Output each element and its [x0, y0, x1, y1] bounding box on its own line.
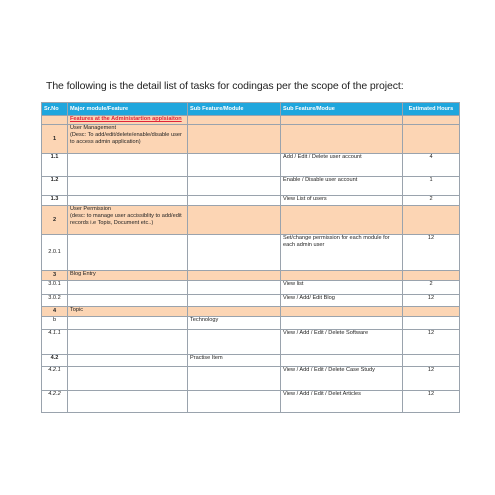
sub1-cell: Technology: [188, 317, 281, 330]
sr-cell: 2: [42, 206, 68, 235]
sub1-cell: [188, 391, 281, 413]
table-row: [42, 206, 460, 235]
sub1-cell: [188, 125, 281, 154]
table-header-row: [42, 103, 460, 116]
table-row: [42, 367, 460, 391]
table-row: [42, 125, 460, 154]
hours-cell: 12: [403, 330, 460, 355]
major-cell: [68, 330, 188, 355]
sr-cell: 1.3: [42, 196, 68, 206]
sub1-cell: [188, 367, 281, 391]
section-title-row: [42, 116, 460, 125]
sub2-cell: View / Add/ Edit Blog: [281, 295, 403, 307]
sub1-cell: [188, 295, 281, 307]
table-row: [42, 281, 460, 295]
sr-cell: 4.1.1: [42, 330, 68, 355]
major-cell: [68, 367, 188, 391]
table-row: [42, 177, 460, 196]
sub1-cell: [188, 307, 281, 317]
major-cell: [68, 355, 188, 367]
hours-cell: [403, 206, 460, 235]
section-title: Features at the Administartion applsiaiton: [70, 116, 182, 122]
sub2-cell: Enable / Disable user account: [281, 177, 403, 196]
major-cell: [68, 317, 188, 330]
sub2-cell: [281, 355, 403, 367]
major-cell: [68, 196, 188, 206]
major-cell: [68, 281, 188, 295]
sub1-cell: [188, 196, 281, 206]
task-table: [41, 102, 460, 413]
major-cell: [68, 154, 188, 177]
table-row: [42, 307, 460, 317]
major-cell: [68, 177, 188, 196]
header-sr-no: Sr.No: [42, 103, 68, 116]
sr-cell: 3.0.1: [42, 281, 68, 295]
hours-cell: [403, 125, 460, 154]
major-desc: (desc: to manage user accissiblity to add/edit records i.e Topis, Document etc..): [70, 212, 182, 226]
hours-cell: 2: [403, 196, 460, 206]
sub1-cell: [188, 330, 281, 355]
sr-cell: 4.2.1: [42, 367, 68, 391]
sr-cell: 1.2: [42, 177, 68, 196]
sub2-cell: Add / Edit / Delete user account: [281, 154, 403, 177]
major-cell: Topic: [68, 307, 188, 317]
table-row: [42, 355, 460, 367]
sr-cell: 3.0.2: [42, 295, 68, 307]
sub2-cell: View / Add / Edit / Delet Articles: [281, 391, 403, 413]
table-row: [42, 295, 460, 307]
hours-cell: [403, 271, 460, 281]
sub2-cell: [281, 307, 403, 317]
table-row: [42, 154, 460, 177]
sr-cell: 4.2: [42, 355, 68, 367]
hours-cell: [403, 355, 460, 367]
table-row: [42, 317, 460, 330]
sub1-cell: [188, 235, 281, 271]
sr-cell: 1: [42, 125, 68, 154]
sub1-cell: [188, 281, 281, 295]
sub2-cell: View list: [281, 281, 403, 295]
major-cell: [68, 391, 188, 413]
table-row: [42, 235, 460, 271]
sub2-cell: View / Add / Edit / Delete Case Study: [281, 367, 403, 391]
hours-cell: 1: [403, 177, 460, 196]
major-cell: [68, 206, 188, 235]
intro-text: The following is the detail list of tasks for codingas per the scope of the project:: [46, 80, 404, 92]
header-sub-feature-modue: Sub Feature/Modue: [281, 103, 403, 116]
table-row: [42, 196, 460, 206]
hours-cell: 12: [403, 235, 460, 271]
hours-cell: 12: [403, 367, 460, 391]
major-title: User Permission: [70, 206, 112, 212]
sr-cell: 3: [42, 271, 68, 281]
hours-cell: 12: [403, 391, 460, 413]
sub2-cell: [281, 317, 403, 330]
sr-cell: b: [42, 317, 68, 330]
sub1-cell: [188, 177, 281, 196]
major-cell: [68, 235, 188, 271]
header-sub-feature-module: Sub Feature/Module: [188, 103, 281, 116]
sub2-cell: View / Add / Edit / Delete Software: [281, 330, 403, 355]
sub1-cell: Practise Item: [188, 355, 281, 367]
sr-cell: 2.0.1: [42, 235, 68, 271]
header-estimated-hours: Estimated Hours: [403, 103, 460, 116]
table-row: [42, 391, 460, 413]
sub2-cell: [281, 271, 403, 281]
table-row: [42, 271, 460, 281]
hours-cell: [403, 317, 460, 330]
hours-cell: 12: [403, 295, 460, 307]
sub1-cell: [188, 154, 281, 177]
sub2-cell: View List of users: [281, 196, 403, 206]
sub2-cell: [281, 125, 403, 154]
sub2-cell: [281, 206, 403, 235]
hours-cell: 4: [403, 154, 460, 177]
sr-cell: 4.2.2: [42, 391, 68, 413]
sub2-cell: Set/change permission for each module for each admin user: [281, 235, 403, 271]
major-cell: [68, 295, 188, 307]
sr-cell: 1.1: [42, 154, 68, 177]
major-cell: Blog Entry: [68, 271, 188, 281]
sub1-cell: [188, 206, 281, 235]
major-cell: [68, 125, 188, 154]
header-major-module: Major module/Feature: [68, 103, 188, 116]
major-desc: (Desc: To add/edit/delete/enable/disable user to access admin application): [70, 131, 182, 145]
hours-cell: [403, 307, 460, 317]
hours-cell: 2: [403, 281, 460, 295]
sr-cell: 4: [42, 307, 68, 317]
major-title: User Management: [70, 125, 117, 131]
sub1-cell: [188, 271, 281, 281]
table-row: [42, 330, 460, 355]
